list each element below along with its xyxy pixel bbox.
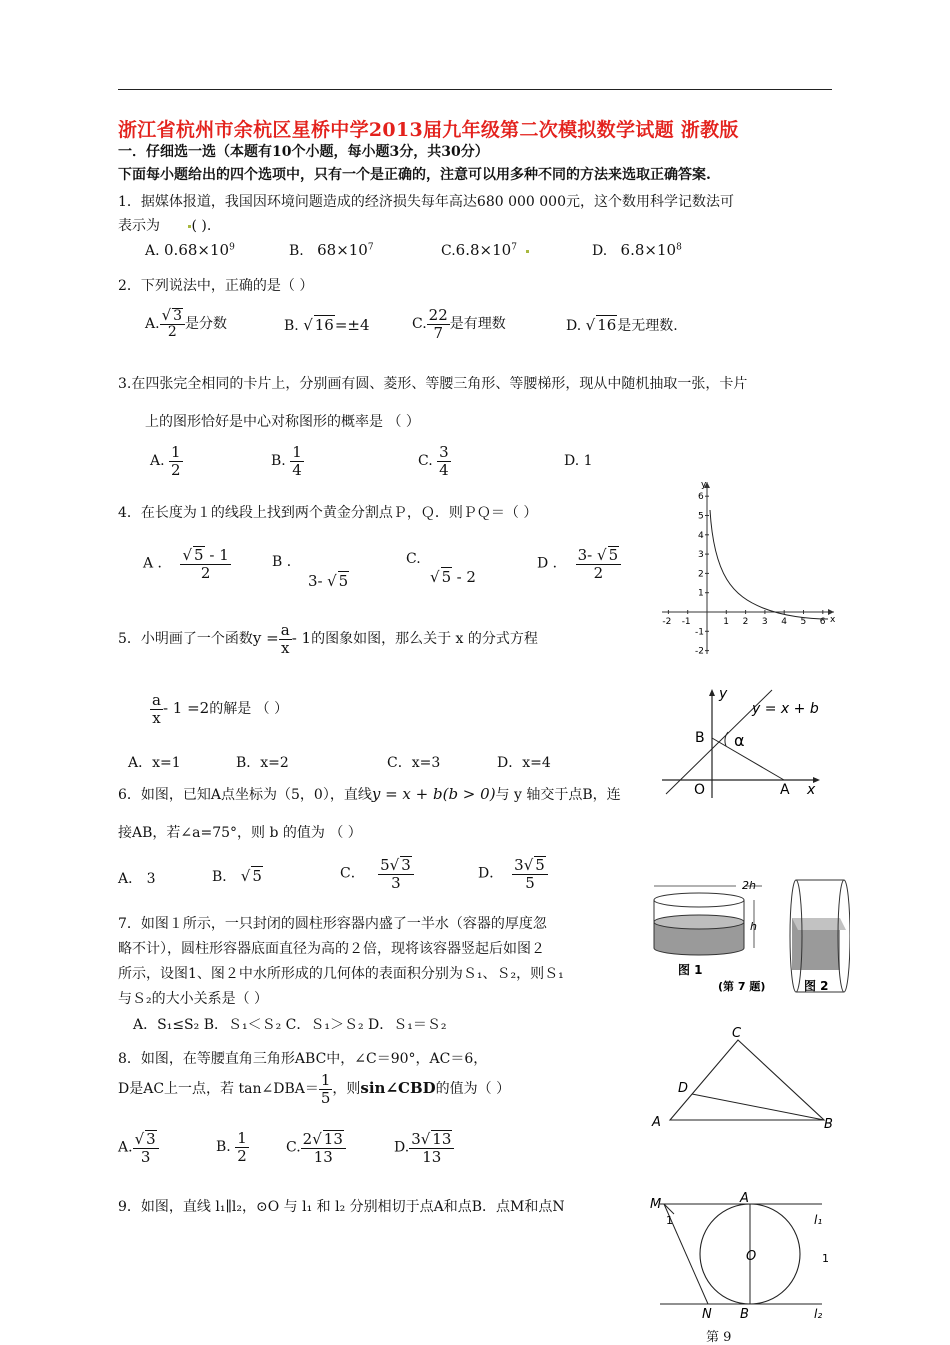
q8-option-b[interactable]: B. $\frac{1}{2}$ (216, 1129, 247, 1165)
fig6-line-label: y = x + b (752, 701, 819, 717)
top-rule (118, 89, 832, 90)
fig6-point-a: A (780, 782, 790, 798)
graph-x-label: x (830, 615, 836, 625)
graph-x-tick-4: 3 (761, 617, 768, 627)
q2-option-b[interactable]: B. √ 16=±4 (284, 316, 370, 334)
fig8-point-d: D (678, 1081, 689, 1096)
page-footer: 第 9 (706, 1330, 732, 1345)
q5-option-b[interactable]: B．x=2 (236, 755, 289, 771)
q9-figure (646, 1190, 842, 1320)
fig9-line-l1: l₁ (814, 1213, 823, 1227)
fig6-x-label: x (807, 782, 816, 798)
q7-figure (650, 878, 850, 996)
q3-option-c[interactable]: C. $\frac{3}{4}$ (418, 443, 449, 479)
q8-figure (650, 1026, 840, 1132)
q6-option-b[interactable]: B． √ 5 (212, 867, 262, 885)
q3-option-d[interactable]: D. 1 (564, 453, 593, 469)
q2-option-a[interactable]: A. $\frac{√ 3}{2}$ 是分数 (145, 306, 228, 341)
q6-option-a[interactable]: A． 3 (118, 871, 156, 887)
q7-stem-line3: 所示，设图1、图２中水所形成的几何体的表面积分别为Ｓ₁、Ｓ₂，则Ｓ₁ (118, 966, 564, 982)
graph-x-tick-0: -2 (662, 617, 672, 627)
q1-stem-text: 表示为 (118, 218, 160, 234)
fig9-one-left: 1 (666, 1214, 673, 1227)
q8-option-a[interactable]: A. $\frac{√ 3}{3}$ (118, 1130, 159, 1165)
fig7-height-label: h (750, 920, 757, 933)
q7-stem-line1: 7．如图１所示，一只封闭的圆柱形容器内盛了一半水（容器的厚度忽 (118, 916, 547, 932)
graph-x-tick-5: 4 (781, 617, 787, 627)
q3-option-b[interactable]: B. $\frac{1}{4}$ (271, 443, 302, 479)
q8-stem-line1: 8．如图，在等腰直角三角形ABC中，∠C＝90°，AC＝6， (118, 1051, 488, 1067)
q6-option-c[interactable]: C． $\frac{5√ 3}{3}$ (340, 856, 414, 891)
document-title: 浙江省杭州市余杭区星桥中学2013届九年级第二次模拟数学试题 浙教版 (118, 119, 739, 141)
q4-option-b[interactable]: B ． 3- √ 5 (272, 554, 349, 590)
fig9-point-m: M (650, 1197, 662, 1212)
q8-stem-line2: D是AC上一点，若 tan∠DBA＝ $\frac{1}{5}$ ，则sin∠CBD的值为（ ） (118, 1071, 511, 1107)
fig9-point-b: B (740, 1307, 749, 1320)
q2-option-d[interactable]: D. √ 16是无理数. (566, 316, 678, 334)
q7-options[interactable]: A．S₁≤S₂ B．Ｓ₁＜Ｓ₂ C．Ｓ₁＞Ｓ₂ D．Ｓ₁＝Ｓ₂ (133, 1017, 447, 1033)
q5-option-a[interactable]: A．x=1 (128, 755, 181, 771)
q8-option-d[interactable]: D. $\frac{3√ 13}{13}$ (394, 1130, 454, 1165)
q3-stem-line1: 3.在四张完全相同的卡片上，分别画有圆、菱形、等腰三角形、等腰梯形，现从中随机抽取一张，卡片 (118, 376, 748, 392)
q5-option-c[interactable]: C．x=3 (387, 755, 441, 771)
q7-stem-line2: 略不计），圆柱形容器底面直径为高的２倍，现将该容器竖起后如图２ (118, 941, 545, 957)
q4-option-d[interactable]: D ． $\frac{3- √ 5}{2}$ (537, 546, 621, 581)
fig6-alpha: α (734, 731, 745, 750)
q5-stem: 5．小明画了一个函数y = $\frac{a}{x}$ - 1的图象如图，那么关于 x 的分式方程 (118, 621, 538, 657)
q5-equation: $\frac{a}{x}$ - 1 =2的解是 （ ） (152, 691, 289, 727)
fig9-point-a: A (740, 1191, 749, 1206)
q5-function-graph (658, 476, 838, 660)
fig9-center-o: O (746, 1249, 757, 1264)
fig8-point-b: B (824, 1117, 833, 1132)
q6-stem-line2: 接AB，若∠a=75°，则 b 的值为 （ ） (118, 825, 362, 841)
q3-option-a[interactable]: A. $\frac{1}{2}$ (150, 443, 181, 479)
fig8-point-c: C (732, 1026, 742, 1041)
fig7-caption-mid: (第 7 题) (718, 980, 766, 993)
fig7-width-label: 2h (742, 879, 756, 892)
q2-stem: 2．下列说法中，正确的是（ ） (118, 278, 314, 294)
q1-option-b[interactable]: B. $68\times 10^7$ (289, 241, 374, 259)
graph-y-tick-2: 4 (698, 530, 704, 541)
graph-y-tick-0: 6 (698, 492, 704, 503)
graph-x-tick-3: 2 (742, 617, 749, 627)
graph-y-tick-1: 5 (698, 511, 704, 522)
graph-y-tick-7: -2 (695, 646, 704, 657)
fig9-one-right: 1 (822, 1252, 829, 1265)
section-heading: 一．仔细选一选（本题有10个小题，每小题3分，共30分） (118, 144, 489, 160)
q4-option-c[interactable]: C. √ 5 - 2 (406, 551, 476, 586)
graph-y-tick-4: 2 (698, 569, 704, 580)
graph-x-tick-2: 1 (723, 617, 730, 627)
fig7-caption-1: 图 1 (678, 963, 703, 977)
fig8-point-a: A (652, 1115, 661, 1130)
graph-curve (710, 510, 828, 619)
graph-x-tick-6: 5 (800, 617, 807, 627)
fig9-point-n: N (702, 1307, 712, 1320)
section-note: 下面每小题给出的四个选项中，只有一个是正确的，注意可以用多种不同的方法来选取正确答案. (118, 167, 711, 183)
q6-figure (660, 686, 826, 802)
fig6-origin: O (694, 782, 706, 798)
q3-stem-line2: 上的图形恰好是中心对称图形的概率是 （ ） (145, 414, 420, 430)
q1-option-c[interactable]: $C.6.8\times 10^7$ (441, 241, 529, 259)
q1-paren: ( ). (191, 218, 212, 234)
fig6-y-label: y (719, 686, 728, 702)
q1-option-a[interactable]: A. $0.68\times 10^9$ (145, 241, 235, 259)
fig9-line-l2: l₂ (814, 1307, 823, 1320)
q5-option-d[interactable]: D．x=4 (497, 755, 551, 771)
q2-option-c[interactable]: C. $\frac{22}{7}$ 是有理数 (412, 306, 506, 342)
fig6-point-b: B (695, 730, 705, 746)
q7-stem-line4: 与Ｓ₂的大小关系是（ ） (118, 991, 269, 1007)
q4-stem: 4．在长度为１的线段上找到两个黄金分割点Ｐ，Ｑ．则ＰＱ＝（ ） (118, 505, 538, 521)
graph-y-tick-6: -1 (695, 627, 704, 638)
fig7-caption-2: 图 2 (804, 979, 829, 993)
graph-y-tick-3: 3 (698, 550, 704, 561)
q6-option-d[interactable]: D． $\frac{3√ 5}{5}$ (478, 856, 548, 891)
graph-x-tick-7: 6 (819, 617, 826, 627)
q8-option-c[interactable]: C. $\frac{2√ 13}{13}$ (286, 1130, 346, 1165)
graph-y-label: y (701, 480, 707, 490)
q1-option-d[interactable]: D. $6.8\times 10^8$ (592, 241, 682, 259)
graph-x-tick-1: -1 (681, 617, 691, 627)
q9-stem: 9．如图，直线 l₁∥l₂，⊙O 与 l₁ 和 l₂ 分别相切于点A和点B．点M和点N (118, 1199, 565, 1215)
q1-stem-line2 (118, 215, 211, 235)
q6-stem-line1: 6．如图，已知A点坐标为（5，0），直线y = x + b(b > 0)与 y 轴交于点B，连 (118, 785, 621, 803)
q4-option-a[interactable]: A ． $\frac{√ 5 - 1}{2}$ (143, 546, 229, 582)
q1-stem-line1: 1．据媒体报道，我国因环境问题造成的经济损失每年高达680 000 000元，这个数用科学记数法可 (118, 194, 734, 210)
graph-y-tick-5: 1 (698, 588, 704, 599)
graph-x-ticks (662, 610, 825, 627)
